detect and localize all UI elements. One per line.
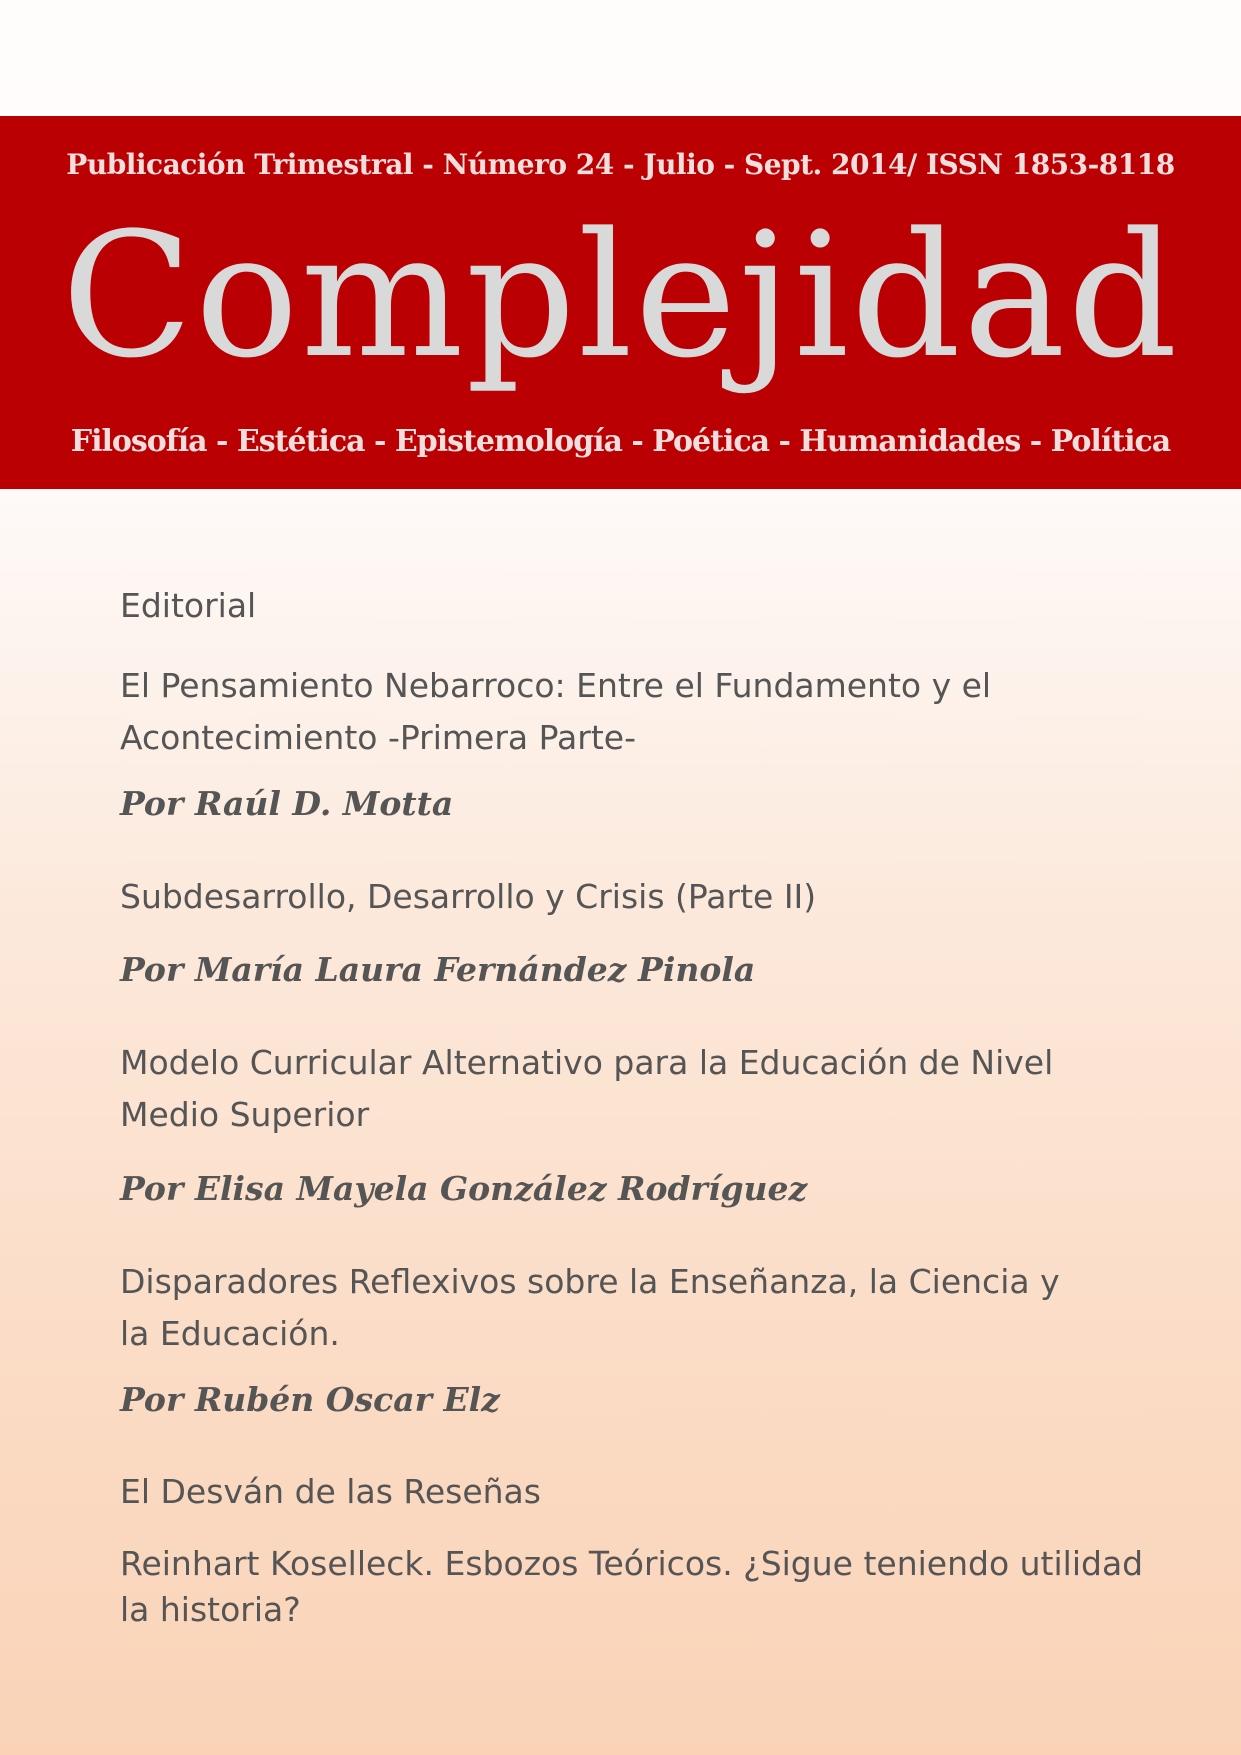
article-title-4-line1: Disparadores Reflexivos sobre la Enseñanza, la Ciencia y [120,1262,1060,1301]
article-author-4: Por Rubén Oscar Elz [120,1380,500,1419]
reviews-heading: El Desván de las Reseñas [120,1472,541,1511]
article-author-2: Por María Laura Fernández Pinola [120,950,756,989]
article-author-3: Por Elisa Mayela González Rodríguez [120,1169,808,1208]
editorial-heading: Editorial [120,586,257,625]
article-title-1-line2: Acontecimiento -Primera Parte- [120,718,636,757]
review-title-line1: Reinhart Koselleck. Esbozos Teóricos. ¿Sigue teniendo utilidad [120,1544,1144,1583]
article-title-2: Subdesarrollo, Desarrollo y Crisis (Parte II) [120,877,817,916]
article-title-1-line1: El Pensamiento Nebarroco: Entre el Fundamento y el [120,666,992,705]
review-title-line2: la historia? [120,1590,301,1629]
issue-line: Publicación Trimestral - Número 24 - Julio - Sept. 2014/ ISSN 1853-8118 [66,148,1175,181]
article-title-3-line2: Medio Superior [120,1095,370,1134]
article-title-3-line1: Modelo Curricular Alternativo para la Educación de Nivel [120,1043,1054,1082]
article-author-1: Por Raúl D. Motta [120,784,454,823]
journal-title: Complejidad [61,195,1180,396]
article-title-4-line2: la Educación. [120,1314,340,1353]
topics-line: Filosofía - Estética - Epistemología - Poética - Humanidades - Política [70,424,1171,459]
